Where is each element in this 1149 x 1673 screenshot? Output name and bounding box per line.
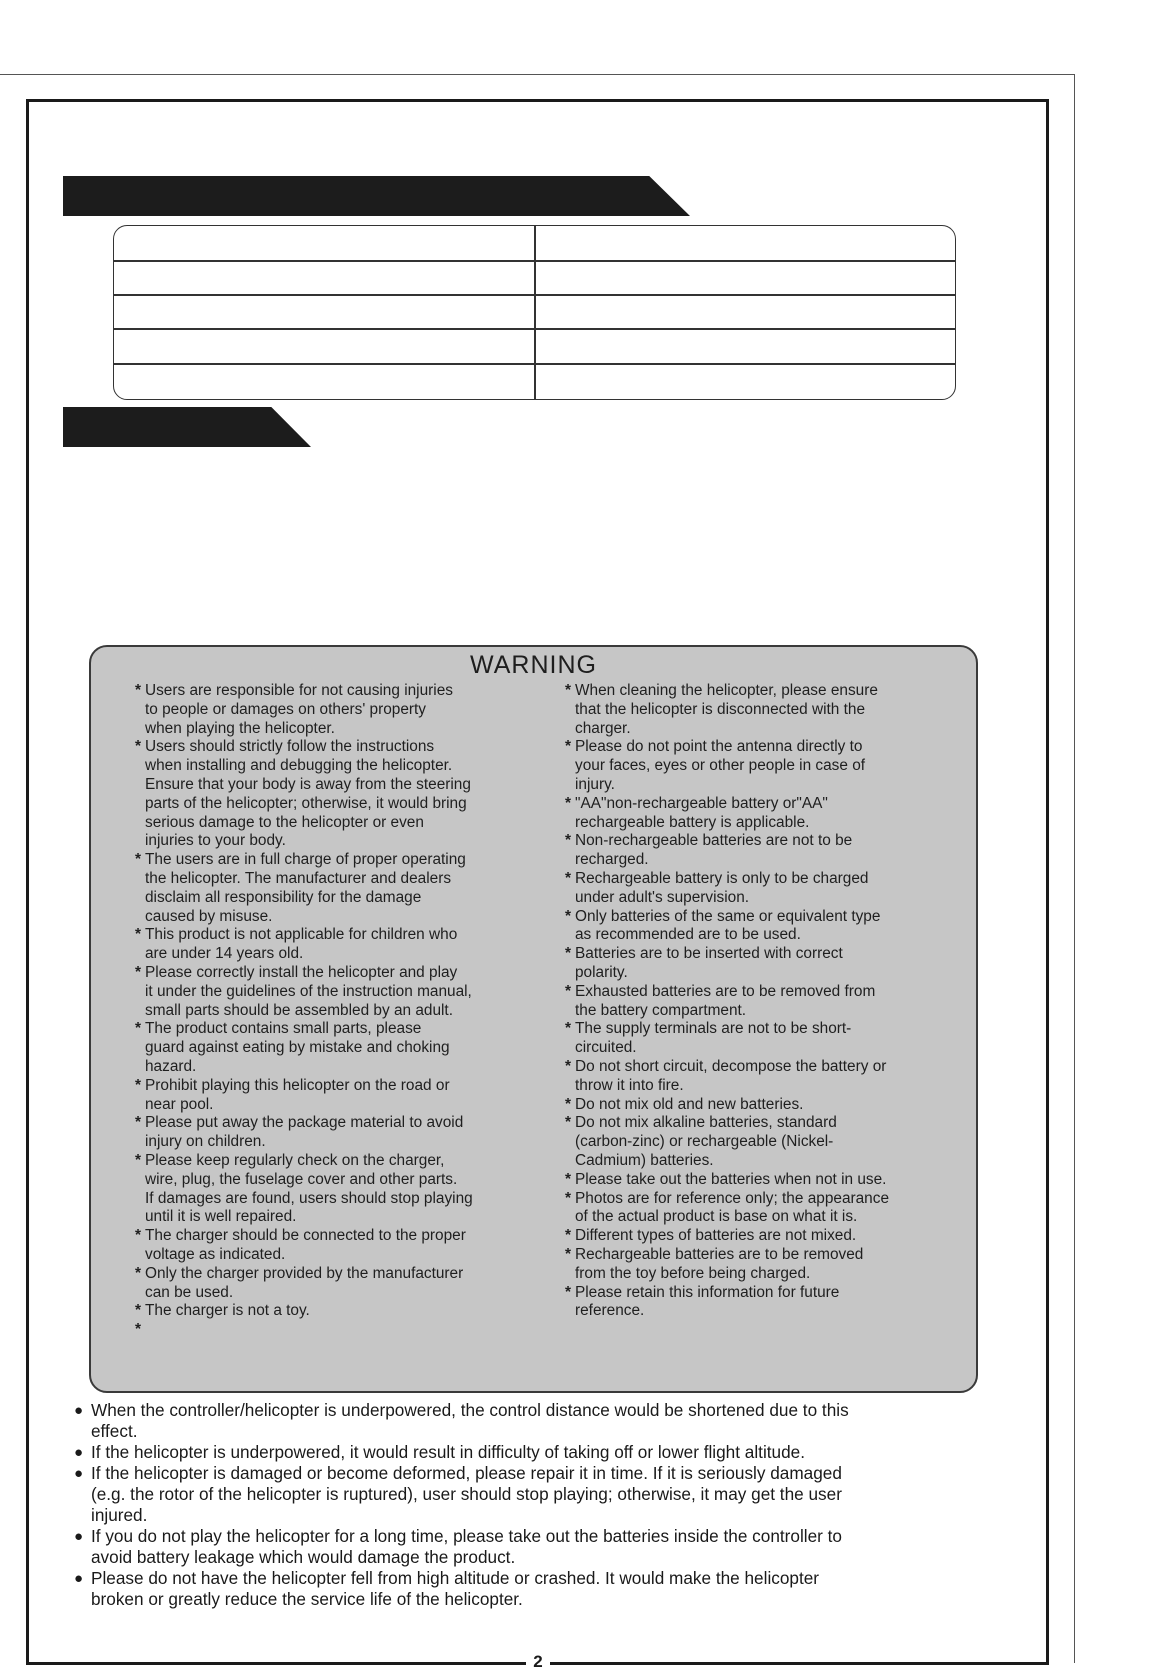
warning-item — [135, 1114, 540, 1152]
bullet-icon: ● — [74, 1465, 84, 1482]
note-item-text: Please do not have the helicopter fell from high altitude or crashed. It would make the helicopter broken or greatly reduce the service life of the helicopter. — [91, 1568, 820, 1609]
warning-item-text: Different types of batteries are not mixed. — [575, 1227, 857, 1245]
warning-item — [565, 1058, 970, 1096]
warning-item — [565, 1114, 970, 1170]
warning-item-text: The charger is not a toy. — [145, 1302, 310, 1320]
bullet-icon: ● — [74, 1570, 84, 1587]
warning-item-text: Prohibit playing this helicopter on the road or near pool. — [145, 1076, 450, 1113]
warning-item-text: Non-rechargeable batteries are not to be recharged. — [575, 832, 853, 869]
asterisk-icon: * — [565, 945, 571, 963]
warning-item — [565, 795, 970, 833]
warning-item-text: Please put away the package material to avoid injury on children. — [145, 1114, 464, 1151]
note-item-text: If you do not play the helicopter for a long time, please take out the batteries inside the controller to avoid battery leakage which would damage the product. — [91, 1526, 842, 1567]
warning-item — [565, 870, 970, 908]
warning-item — [565, 1096, 970, 1115]
warning-item — [565, 1171, 970, 1190]
warning-item — [135, 851, 540, 926]
asterisk-icon: * — [135, 926, 141, 944]
asterisk-icon: * — [565, 1170, 571, 1188]
asterisk-icon: * — [135, 963, 141, 981]
warning-item — [565, 832, 970, 870]
asterisk-icon: * — [135, 1114, 141, 1132]
asterisk-icon: * — [565, 869, 571, 887]
asterisk-icon: * — [565, 832, 571, 850]
note-item — [74, 1400, 1009, 1442]
asterisk-icon: * — [565, 682, 571, 699]
asterisk-icon: * — [565, 907, 571, 925]
warning-item-text: Only batteries of the same or equivalent type as recommended are to be used. — [575, 907, 881, 944]
asterisk-icon: * — [135, 1076, 141, 1094]
warning-item-text: Please keep regularly check on the charger, wire, plug, the fuselage cover and other parts. If damages are found, users should stop playing until it is well repaired. — [145, 1151, 473, 1226]
bullet-icon: ● — [74, 1528, 84, 1545]
asterisk-icon: * — [565, 1245, 571, 1263]
warning-item — [565, 738, 970, 794]
spec-table — [113, 225, 956, 400]
spec-table-column-divider — [534, 226, 536, 399]
note-item-text: If the helicopter is damaged or become deformed, please repair it in time. If it is seriously damaged (e.g. the rotor of the helicopter is ruptured), user should stop playing; otherwise, it may get the user injured. — [91, 1463, 842, 1525]
asterisk-icon: * — [135, 738, 141, 756]
warning-item-text: Please correctly install the helicopter and play it under the guidelines of the instruction manual, small parts should be assembled by an adult. — [145, 963, 472, 1019]
asterisk-icon: * — [565, 1114, 571, 1132]
bullet-icon: ● — [74, 1444, 84, 1461]
warning-item — [565, 1227, 970, 1246]
note-item-text: If the helicopter is underpowered, it would result in difficulty of taking off or lower flight altitude. — [91, 1442, 805, 1462]
asterisk-icon: * — [135, 1321, 141, 1339]
asterisk-icon: * — [135, 1020, 141, 1038]
asterisk-icon: * — [565, 1189, 571, 1207]
asterisk-icon: * — [565, 1095, 571, 1113]
warning-item-text: "AA"non-rechargeable battery or"AA" rechargeable battery is applicable. — [575, 794, 828, 831]
section-header-banner — [63, 407, 311, 447]
warning-item-text: Please take out the batteries when not in use. — [575, 1170, 887, 1188]
warning-item-text: When cleaning the helicopter, please ensure that the helicopter is disconnected with the charger. — [575, 682, 878, 737]
warning-item-text: The users are in full charge of proper operating the helicopter. The manufacturer and dealers disclaim all responsibility for the damage caused by misuse. — [145, 851, 466, 925]
warning-item-text: Exhausted batteries are to be removed from the battery compartment. — [575, 982, 876, 1019]
warning-item-text: The charger should be connected to the proper voltage as indicated. — [145, 1227, 466, 1263]
warning-item — [565, 945, 970, 983]
warning-item — [565, 1190, 970, 1228]
warning-item — [565, 1246, 970, 1284]
bullet-icon: ● — [74, 1402, 84, 1419]
note-item — [74, 1463, 1009, 1526]
warning-item — [565, 908, 970, 946]
warning-item-text: Please do not point the antenna directly to your faces, eyes or other people in case of injury. — [575, 738, 866, 793]
asterisk-icon: * — [135, 682, 141, 699]
note-item — [74, 1526, 1009, 1568]
notes-list — [74, 1400, 1009, 1610]
warning-item-text: Users are responsible for not causing injuries to people or damages on others' property when playing the helicopter. — [145, 682, 453, 737]
warning-left-column — [135, 682, 540, 1340]
warning-item — [135, 1020, 540, 1076]
warning-item — [565, 983, 970, 1021]
warning-item-text: The supply terminals are not to be short- circuited. — [575, 1020, 852, 1057]
warning-item — [135, 964, 540, 1020]
warning-item — [135, 1321, 540, 1340]
warning-item — [135, 1227, 540, 1265]
asterisk-icon: * — [135, 1227, 141, 1245]
asterisk-icon: * — [565, 1057, 571, 1075]
section-header-banner — [63, 176, 690, 216]
asterisk-icon: * — [565, 1227, 571, 1245]
asterisk-icon: * — [565, 1020, 571, 1038]
warning-item-text: Rechargeable batteries are to be removed from the toy before being charged. — [575, 1245, 864, 1282]
asterisk-icon: * — [565, 1283, 571, 1301]
warning-item-text: Do not mix alkaline batteries, standard (carbon-zinc) or rechargeable (Nickel- Cadmium) batteries. — [575, 1114, 837, 1169]
note-item-text: When the controller/helicopter is underpowered, the control distance would be shortened due to this effect. — [91, 1400, 849, 1441]
asterisk-icon: * — [135, 1302, 141, 1320]
asterisk-icon: * — [565, 738, 571, 756]
warning-item — [135, 1265, 540, 1303]
warning-item — [565, 1284, 970, 1322]
warning-item — [135, 926, 540, 964]
warning-item-text — [145, 1321, 540, 1340]
warning-item — [565, 1020, 970, 1058]
page-number: 2 — [526, 1651, 550, 1673]
warning-item-text: Please retain this information for future reference. — [575, 1283, 840, 1320]
asterisk-icon: * — [565, 794, 571, 812]
warning-right-column — [565, 682, 970, 1321]
warning-item — [135, 682, 540, 738]
warning-item — [135, 1152, 540, 1227]
warning-item-text: Photos are for reference only; the appearance of the actual product is base on what it is. — [575, 1189, 889, 1226]
warning-box — [89, 645, 978, 1393]
note-item — [74, 1442, 1009, 1463]
warning-item-text: The product contains small parts, please guard against eating by mistake and choking hazard. — [145, 1020, 450, 1075]
warning-item-text: Rechargeable battery is only to be charged under adult's supervision. — [575, 869, 869, 906]
warning-item — [135, 738, 540, 851]
warning-item-text: Users should strictly follow the instructions when installing and debugging the helicopter. Ensure that your body is away from the steering parts of the helicopter; otherwise, it would bring serious damage to the helicopter or even injuries to your body. — [145, 738, 471, 850]
warning-item — [135, 1077, 540, 1115]
warning-item-text: This product is not applicable for children who are under 14 years old. — [145, 926, 458, 963]
warning-title: WARNING — [470, 651, 597, 679]
warning-item-text: Do not short circuit, decompose the battery or throw it into fire. — [575, 1057, 887, 1094]
asterisk-icon: * — [135, 1151, 141, 1169]
warning-item-text: Do not mix old and new batteries. — [575, 1095, 804, 1113]
warning-item — [565, 682, 970, 738]
asterisk-icon: * — [135, 851, 141, 869]
warning-item — [135, 1302, 540, 1321]
warning-item-text: Batteries are to be inserted with correct polarity. — [575, 945, 843, 981]
asterisk-icon: * — [565, 982, 571, 1000]
warning-item-text: Only the charger provided by the manufacturer can be used. — [145, 1264, 464, 1301]
asterisk-icon: * — [135, 1264, 141, 1282]
note-item — [74, 1568, 1009, 1610]
